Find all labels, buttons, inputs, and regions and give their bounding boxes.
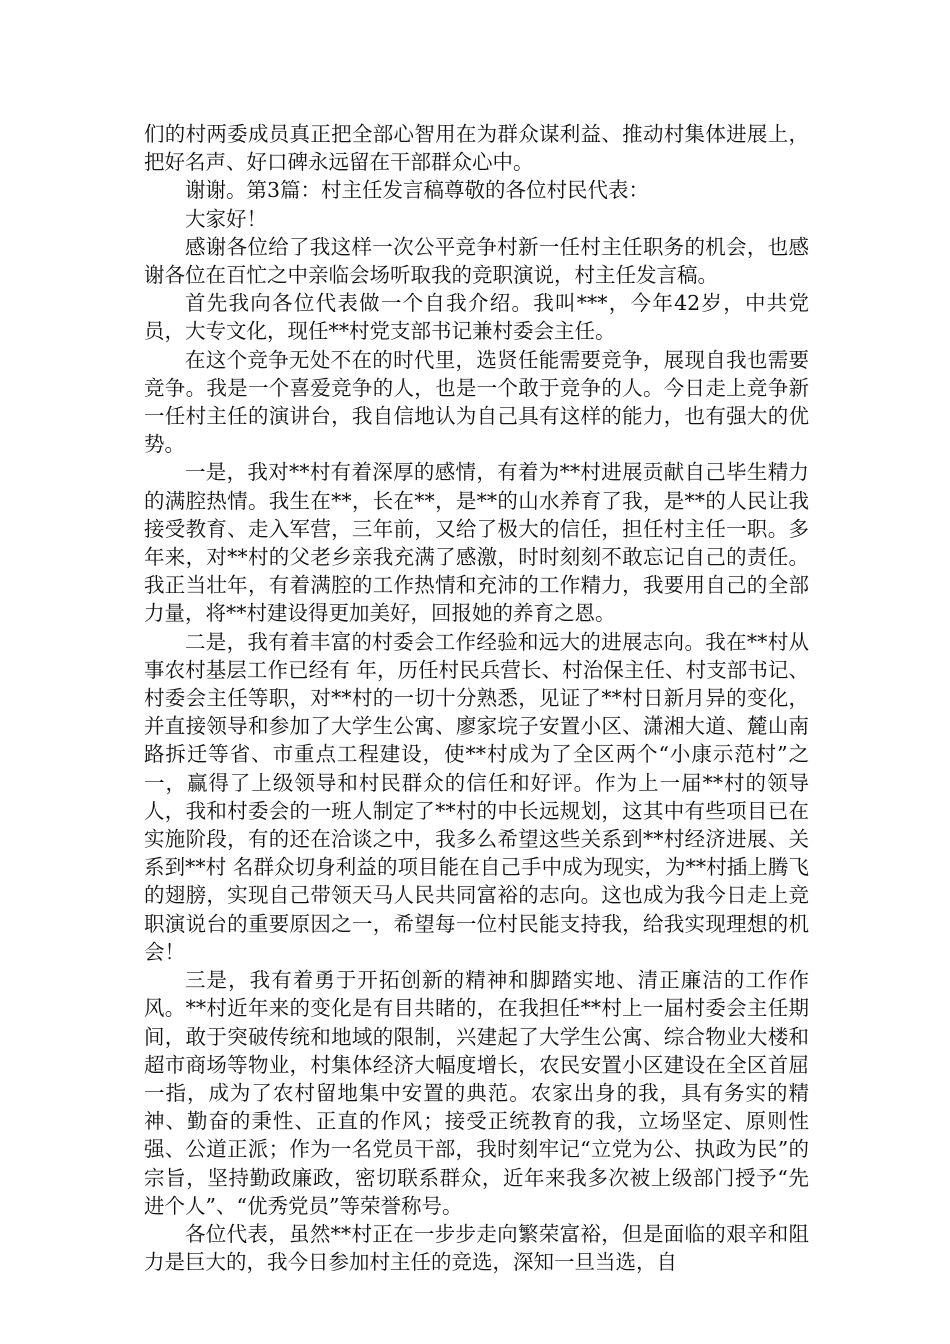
paragraph-2: 谢谢。第3篇：村主任发言稿尊敬的各位村民代表： [185, 178, 650, 203]
paragraph-9: 三是，我有着勇于开拓创新的精神和脚踏实地、清正廉洁的工作作风。**村近年来的变化是有目共睹的，在我担任**村上一届村委会主任期间，敢于突破传统和地域的限制，兴建起了大学生公寓、综合物业大楼和超市商场等物业，村集体经济大幅度增长，农民安置小区建设在全区首屈一指，成为了农村留地集中安置的典范。农家出身的我，具有务实的精神、勤奋的秉性、正直的作风；接受正统教育的我，立场坚定、原则性强、公道正派；作为一名党员干部，我时刻牢记“立党为公、执政为民”的宗旨，坚持勤政廉政，密切联系群众，近年来我多次被上级部门授予“先进个人”、“优秀党员”等荣誉称号。 [144, 968, 809, 1218]
paragraph-6: 在这个竞争无处不在的时代里，选贤任能需要竞争，展现自我也需要竞争。我是一个喜爱竞争的人，也是一个敢于竞争的人。今日走上竞争新一任村主任的演讲台，我自信地认为自己具有这样的能力，也有强大的优势。 [144, 347, 809, 457]
paragraph-7: 一是，我对**村有着深厚的感情，有着为**村进展贡献自己毕生精力的满腔热情。我生在**，长在**，是**的山水养育了我，是**的人民让我接受教育、走入军营，三年前，又给了极大的信任，担任村主任一职。多年来，对**村的父老乡亲我充满了感激，时时刻刻不敢忘记自己的责任。我正当壮年，有着满腔的工作热情和充沛的工作精力，我要用自己的全部力量，将**村建设得更加美好，回报她的养育之恩。 [144, 460, 809, 626]
paragraph-1: 们的村两委成员真正把全部心智用在为群众谋利益、推动村集体进展上，把好名声、好口碑永远留在干部群众心中。 [144, 122, 809, 175]
paragraph-5: 首先我向各位代表做一个自我介绍。我叫***，今年42岁，中共党员，大专文化，现任**村党支部书记兼村委会主任。 [144, 291, 809, 344]
paragraph-4: 感谢各位给了我这样一次公平竞争村新一任村主任职务的机会，也感谢各位在百忙之中亲临会场听取我的竞职演说，村主任发言稿。 [144, 234, 809, 288]
paragraph-3: 大家好！ [185, 206, 267, 231]
paragraph-10: 各位代表，虽然**村正在一步步走向繁荣富裕，但是面临的艰辛和阻力是巨大的，我今日参加村主任的竞选，深知一旦当选，自 [144, 1221, 809, 1275]
paragraph-8: 二是，我有着丰富的村委会工作经验和远大的进展志向。我在**村从事农村基层工作已经有 年，历任村民兵营长、村治保主任、村支部书记、村委会主任等职，对**村的一切十分熟悉，见证了**村日新月异的变化，并直接领导和参加了大学生公寓、廖家垸子安置小区、潇湘大道、麓山南路拆迁等省、市重点工程建设，使**村成为了全区两个“小康示范村”之一，赢得了上级领导和村民群众的信任和好评。作为上一届**村的领导人，我和村委会的一班人制定了**村的中长远规划，这其中有些项目已在实施阶段，有的还在洽谈之中，我多么希望这些关系到**村经济进展、关系到**村 名群众切身利益的项目能在自己手中成为现实，为**村插上腾飞的翅膀，实现自己带领天马人民共同富裕的志向。这也成为我今日走上竞职演说台的重要原因之一，希望每一位村民能支持我，给我实现理想的机会！ [144, 629, 809, 964]
document-page [144, 120, 809, 1276]
